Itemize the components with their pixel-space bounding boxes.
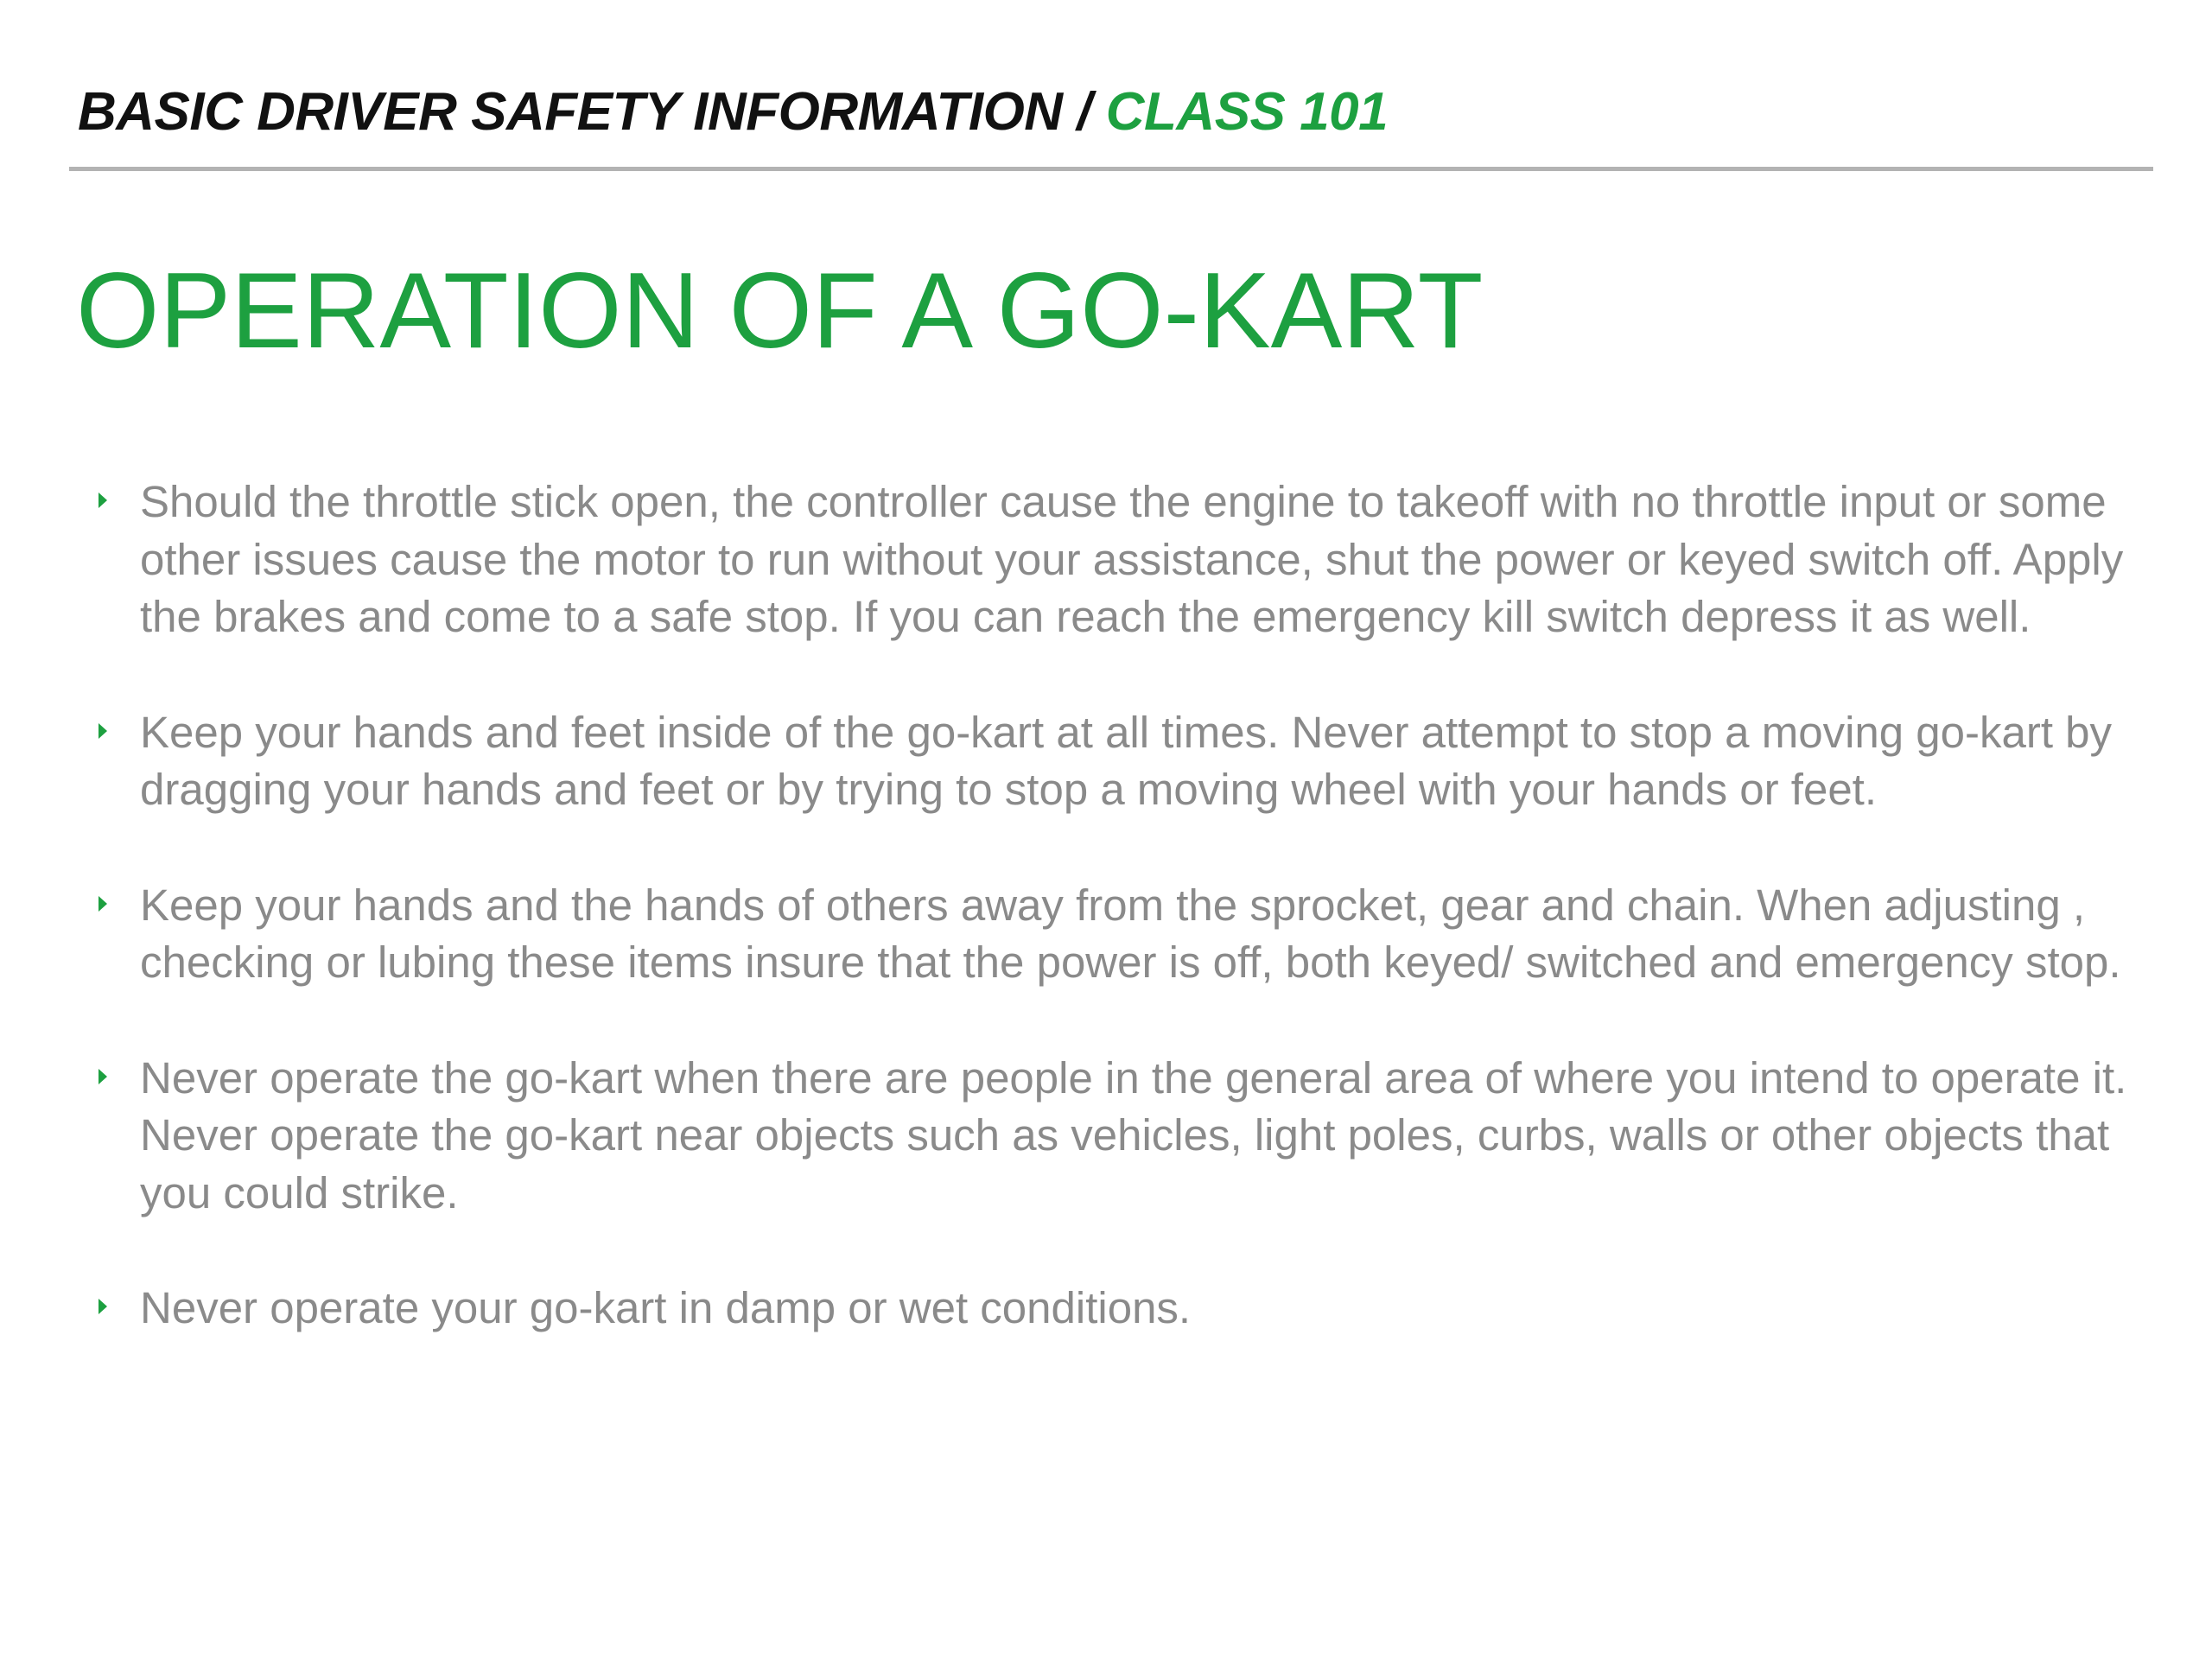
- bullet-item: [86, 1280, 2160, 1338]
- bullet-list: [86, 474, 2160, 1395]
- triangle-right-icon: [99, 1069, 107, 1084]
- header-title: [78, 71, 2152, 154]
- bullet-text: Keep your hands and feet inside of the go-kart at all times. Never attempt to stop a moving go-kart by dragging your hands and feet or by trying to stop a moving wheel with your hands or feet.: [140, 707, 2113, 814]
- header-separator: /: [1062, 82, 1106, 142]
- header-title-main: BASIC DRIVER SAFETY INFORMATION: [78, 82, 1063, 142]
- triangle-right-icon: [99, 493, 107, 508]
- bullet-text: Never operate the go-kart when there are people in the general area of where you intend to operate it. Never operate the go-kart near objects such as vehicles, light poles, curbs, walls or other objects that you could strike.: [140, 1052, 2127, 1217]
- bullet-text: Should the throttle stick open, the controller cause the engine to takeoff with no throttle input or some other issues cause the motor to run without your assistance, shut the power or keyed switch off. Apply the brakes and come to a safe stop. If you can reach the emergency kill switch depress it as well.: [140, 477, 2124, 641]
- header-title-accent: CLASS 101: [1105, 82, 1389, 142]
- bullet-item: [86, 474, 2160, 646]
- triangle-right-icon: [99, 1299, 107, 1314]
- bullet-item: [86, 877, 2160, 992]
- bullet-item: [86, 1050, 2160, 1223]
- bullet-item: [86, 704, 2160, 819]
- triangle-right-icon: [99, 723, 107, 739]
- slide-title: OPERATION OF A GO-KART: [76, 251, 1484, 371]
- triangle-right-icon: [99, 896, 107, 912]
- bullet-text: Keep your hands and the hands of others away from the sprocket, gear and chain. When adjusting , checking or lubing these items insure that the power is off, both keyed/ switched and emergency stop.: [140, 880, 2121, 987]
- header-divider: [69, 167, 2153, 171]
- bullet-text: Never operate your go-kart in damp or wet conditions.: [140, 1283, 1192, 1332]
